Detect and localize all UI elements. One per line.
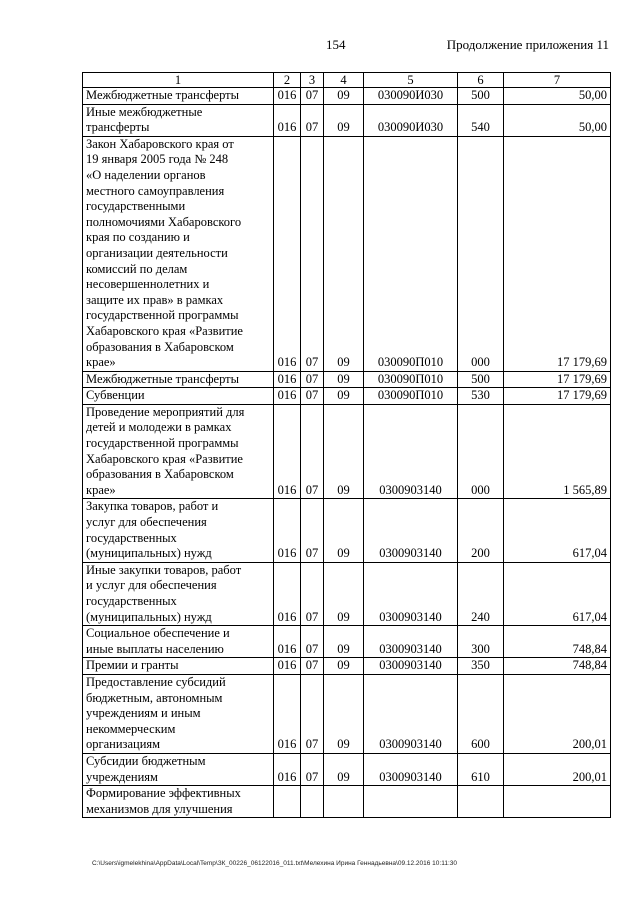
amount-cell: 17 179,69 [504,371,611,388]
subsection-code-cell: 09 [324,404,364,499]
section-code-cell: 07 [301,136,324,371]
row-name-line: учреждениям и иным [86,706,201,721]
subsection-code-cell: 09 [324,88,364,105]
subsection-code-cell: 09 [324,104,364,136]
subsection-code-cell: 09 [324,562,364,625]
target-article-cell: 0300903140 [364,674,458,753]
target-article-cell: 0300903140 [364,658,458,675]
budget-table [82,72,611,818]
row-name-line: государственной программы [86,308,239,323]
row-name-line: (муниципальных) нужд [86,609,212,624]
expense-type-cell: 350 [458,658,504,675]
row-name-cell [83,658,274,675]
section-code-cell: 07 [301,388,324,405]
expense-type-cell: 530 [458,388,504,405]
row-name-line: государственными [86,199,186,214]
table-row [83,104,611,136]
ministry-code-cell: 016 [274,88,301,105]
target-article-cell: 030090И030 [364,104,458,136]
expense-type-cell: 300 [458,626,504,658]
row-name-line: полномочиями Хабаровского [86,214,242,229]
row-name-cell [83,404,274,499]
row-name-cell [83,562,274,625]
target-article-cell: 030090И030 [364,88,458,105]
section-code-cell: 07 [301,499,324,562]
row-name-line: услуг для обеспечения [86,515,207,530]
row-name-line: Субвенции [86,388,145,403]
ministry-code-cell: 016 [274,388,301,405]
row-name-line: Социальное обеспечение и [86,626,230,641]
row-name-line: организациям [86,737,161,752]
row-name-line: государственной программы [86,436,239,451]
table-row [83,753,611,785]
target-article-cell: 0300903140 [364,562,458,625]
amount-cell: 200,01 [504,753,611,785]
row-name-line: Предоставление субсидий [86,674,226,689]
row-name-cell [83,388,274,405]
table-row [83,786,611,818]
subsection-code-cell [324,786,364,818]
target-article-cell: 030090П010 [364,388,458,405]
row-name-line: механизмов для улучшения [86,801,233,816]
row-name-line: края по созданию и [86,230,190,245]
row-name-line: (муниципальных) нужд [86,546,212,561]
target-article-cell: 0300903140 [364,404,458,499]
subsection-code-cell: 09 [324,371,364,388]
row-name-line: трансферты [86,120,150,135]
column-header: 1 [83,73,274,88]
row-name-line: иные выплаты населению [86,641,224,656]
row-name-line: учреждениям [86,769,158,784]
section-code-cell [301,786,324,818]
amount-cell: 617,04 [504,562,611,625]
row-name-cell [83,786,274,818]
amount-cell: 50,00 [504,104,611,136]
target-article-cell: 030090П010 [364,371,458,388]
amount-cell: 748,84 [504,658,611,675]
amount-cell: 17 179,69 [504,136,611,371]
row-name-line: Иные межбюджетные [86,104,203,119]
amount-cell: 50,00 [504,88,611,105]
ministry-code-cell: 016 [274,562,301,625]
row-name-line: образования в Хабаровском [86,467,234,482]
section-code-cell: 07 [301,753,324,785]
expense-type-cell: 610 [458,753,504,785]
row-name-cell [83,674,274,753]
table-row [83,499,611,562]
ministry-code-cell [274,786,301,818]
section-code-cell: 07 [301,562,324,625]
table-row [83,404,611,499]
row-name-cell [83,136,274,371]
section-code-cell: 07 [301,674,324,753]
row-name-line: 19 января 2005 года № 248 [86,152,229,167]
target-article-cell: 0300903140 [364,753,458,785]
row-name-cell [83,104,274,136]
column-header: 7 [504,73,611,88]
row-name-line: «О наделении органов [86,167,206,182]
page-caption: Продолжение приложения 11 [446,37,609,52]
row-name-line: Субсидии бюджетным [86,753,206,768]
amount-cell: 200,01 [504,674,611,753]
table-row [83,388,611,405]
table-row [83,626,611,658]
target-article-cell: 030090П010 [364,136,458,371]
ministry-code-cell: 016 [274,104,301,136]
section-code-cell: 07 [301,371,324,388]
column-header: 6 [458,73,504,88]
expense-type-cell: 540 [458,104,504,136]
amount-cell [504,786,611,818]
row-name-line: местного самоуправления [86,183,225,198]
target-article-cell: 0300903140 [364,626,458,658]
amount-cell: 748,84 [504,626,611,658]
expense-type-cell: 500 [458,88,504,105]
row-name-line: Хабаровского края «Развитие [86,451,243,466]
expense-type-cell: 000 [458,136,504,371]
row-name-line: крае» [86,355,116,370]
page-number: 154 [326,37,346,52]
subsection-code-cell: 09 [324,626,364,658]
row-name-line: образования в Хабаровском [86,339,234,354]
subsection-code-cell: 09 [324,674,364,753]
table-row [83,674,611,753]
subsection-code-cell: 09 [324,136,364,371]
footer-file-path: C:\Users\igmelekhina\AppData\Local\Temp\ЗК_00226_06122016_011.txt\Мелехина Ирина Геннадьевна\09.12.2016 10:11:30 [92,860,457,867]
ministry-code-cell: 016 [274,626,301,658]
row-name-line: государственных [86,530,177,545]
row-name-cell [83,371,274,388]
row-name-line: государственных [86,594,177,608]
row-name-line: детей и молодежи в рамках [86,420,232,435]
column-header: 2 [274,73,301,88]
column-header: 5 [364,73,458,88]
row-name-line: Хабаровского края «Развитие [86,323,243,338]
section-code-cell: 07 [301,658,324,675]
section-code-cell: 07 [301,626,324,658]
row-name-line: Межбюджетные трансферты [86,371,240,386]
ministry-code-cell: 016 [274,753,301,785]
subsection-code-cell: 09 [324,499,364,562]
row-name-cell [83,626,274,658]
row-name-cell [83,499,274,562]
row-name-line: крае» [86,482,116,497]
row-name-line: и услуг для обеспечения [86,578,217,593]
row-name-line: Межбюджетные трансферты [86,88,240,102]
table-row [83,371,611,388]
table-row [83,136,611,371]
section-code-cell: 07 [301,404,324,499]
expense-type-cell: 000 [458,404,504,499]
amount-cell: 617,04 [504,499,611,562]
row-name-line: организации деятельности [86,245,228,260]
row-name-line: Закупка товаров, работ и [86,499,219,514]
row-name-line: Закон Хабаровского края от [86,136,234,151]
row-name-line: некоммерческим [86,721,176,736]
row-name-line: бюджетным, автономным [86,690,223,705]
row-name-line: Премии и гранты [86,658,179,673]
row-name-line: Иные закупки товаров, работ [86,562,242,577]
ministry-code-cell: 016 [274,136,301,371]
row-name-line: Формирование эффективных [86,786,241,801]
expense-type-cell: 200 [458,499,504,562]
table-row [83,658,611,675]
expense-type-cell: 600 [458,674,504,753]
row-name-cell [83,753,274,785]
section-code-cell: 07 [301,88,324,105]
subsection-code-cell: 09 [324,658,364,675]
table-header-row [83,73,611,88]
target-article-cell [364,786,458,818]
row-name-line: защите их прав» в рамках [86,292,224,307]
row-name-line: Проведение мероприятий для [86,404,245,419]
column-header: 3 [301,73,324,88]
subsection-code-cell: 09 [324,753,364,785]
row-name-cell [83,88,274,105]
expense-type-cell: 500 [458,371,504,388]
row-name-line: несовершеннолетних и [86,277,210,292]
row-name-line: комиссий по делам [86,261,188,276]
ministry-code-cell: 016 [274,674,301,753]
target-article-cell: 0300903140 [364,499,458,562]
ministry-code-cell: 016 [274,371,301,388]
amount-cell: 17 179,69 [504,388,611,405]
expense-type-cell [458,786,504,818]
subsection-code-cell: 09 [324,388,364,405]
expense-type-cell: 240 [458,562,504,625]
ministry-code-cell: 016 [274,404,301,499]
table-row [83,562,611,625]
column-header: 4 [324,73,364,88]
section-code-cell: 07 [301,104,324,136]
ministry-code-cell: 016 [274,658,301,675]
table-row [83,88,611,105]
ministry-code-cell: 016 [274,499,301,562]
amount-cell: 1 565,89 [504,404,611,499]
